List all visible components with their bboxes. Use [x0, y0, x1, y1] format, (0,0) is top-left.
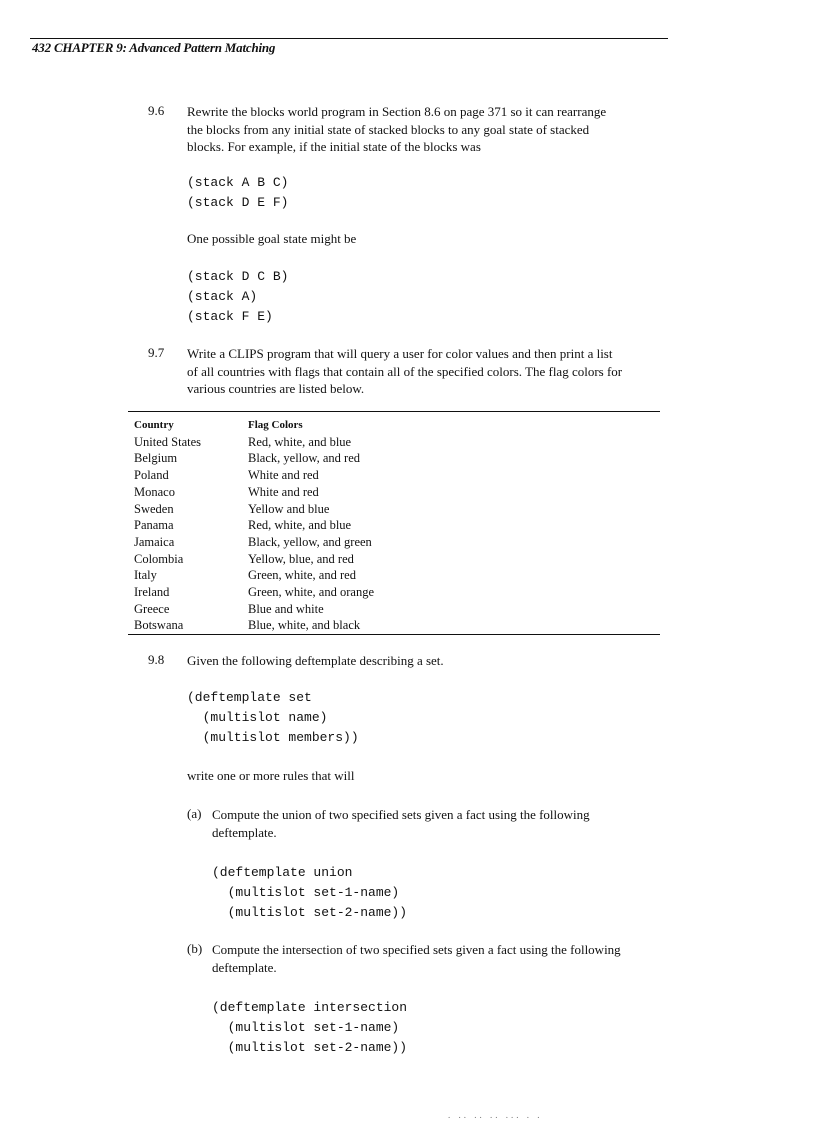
scan-artifact-marks: . .. .. .. ... . .	[448, 1110, 543, 1120]
part-a-text: Compute the union of two specified sets given a fact using the following deftemplate.	[212, 807, 590, 840]
table-row: Ireland Green, white, and orange	[134, 585, 374, 600]
table-row: Poland White and red	[134, 468, 319, 483]
table-row: Jamaica Black, yellow, and green	[134, 534, 372, 549]
exercise-9-7-text: Write a CLIPS program that will query a user for color values and then print a list of all countries with flags that contain all of the specified colors. The flag colors for various countries are listed below.	[187, 346, 623, 396]
rules-prompt: write one or more rules that will	[187, 768, 355, 783]
exercise-9-6-text: Rewrite the blocks world program in Section 8.6 on page 371 so it can rearrange the blocks from any initial state of stacked blocks to any goal state of stacked blocks. For example, if the initial state of the blocks was	[187, 104, 607, 154]
part-b-text: Compute the intersection of two specified sets given a fact using the following deftemplate.	[212, 942, 621, 975]
exercise-9-8-intro: Given the following deftemplate describing a set.	[187, 653, 444, 668]
table-row: Greece Blue and white	[134, 601, 324, 616]
running-header: 432 CHAPTER 9: Advanced Pattern Matching	[32, 40, 276, 55]
table-row: Belgium Black, yellow, and red	[134, 451, 360, 466]
table-row: United States Red, white, and blue	[134, 434, 352, 449]
table-row: Monaco White and red	[134, 484, 319, 499]
flag-colors-table	[134, 417, 648, 634]
exercise-number-9-6: 9.6	[148, 103, 165, 118]
part-a-label: (a)	[187, 806, 202, 821]
column-header-flag-colors: Flag Colors	[248, 419, 303, 431]
column-header-country: Country	[134, 419, 174, 431]
exercise-number-9-8: 9.8	[148, 652, 165, 667]
table-row: Panama Red, white, and blue	[134, 518, 352, 533]
table-row: Sweden Yellow and blue	[134, 501, 330, 516]
exercise-number-9-7: 9.7	[148, 345, 165, 360]
header-rule	[30, 38, 668, 39]
goal-state-code: (stack D C B) (stack A) (stack F E)	[187, 269, 289, 324]
table-row: Italy Green, white, and red	[134, 568, 356, 583]
table-top-rule	[128, 411, 660, 412]
initial-state-code: (stack A B C) (stack D E F)	[187, 175, 289, 210]
intersection-deftemplate-code: (deftemplate intersection (multislot set-1-name) (multislot set-2-name))	[212, 1000, 408, 1055]
table-bottom-rule	[128, 634, 660, 635]
part-b-label: (b)	[187, 941, 203, 956]
goal-state-intro: One possible goal state might be	[187, 231, 357, 246]
table-header-row	[134, 417, 648, 434]
table-row: Colombia Yellow, blue, and red	[134, 551, 354, 566]
set-deftemplate-code: (deftemplate set (multislot name) (multislot members))	[187, 690, 359, 745]
union-deftemplate-code: (deftemplate union (multislot set-1-name) (multislot set-2-name))	[212, 865, 408, 920]
table-row: Botswana Blue, white, and black	[134, 618, 361, 633]
